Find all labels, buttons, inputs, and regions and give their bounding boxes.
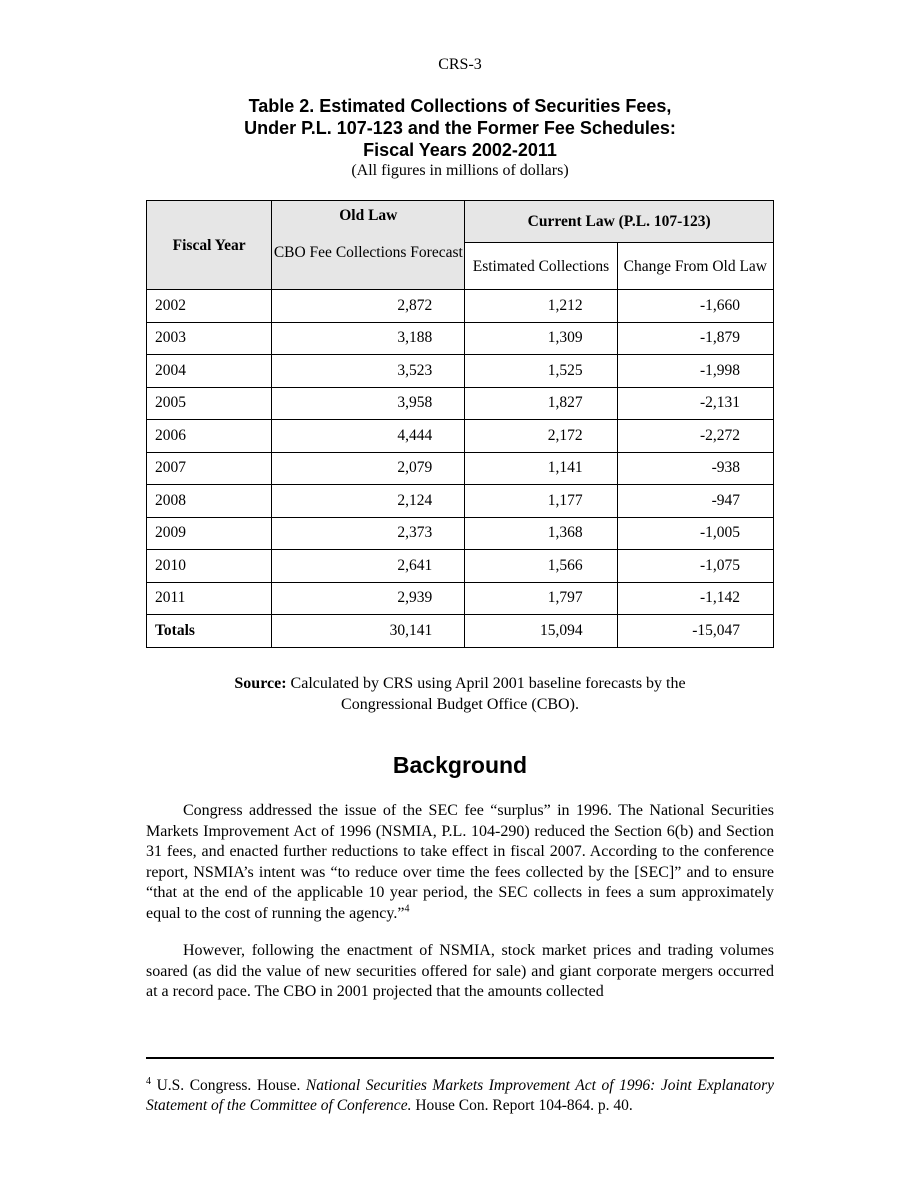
table-title-line-1: Table 2. Estimated Collections of Securities Fees, [248, 96, 672, 116]
cell-change: -1,879 [617, 322, 773, 355]
table-row [147, 420, 774, 453]
cell-year: 2002 [147, 290, 272, 323]
cell-old-law: 3,958 [272, 387, 465, 420]
header-estimated-collections: Estimated Collections [465, 243, 617, 290]
footnote-divider [146, 1057, 774, 1059]
cell-change: -938 [617, 452, 773, 485]
cell-year: 2006 [147, 420, 272, 453]
cell-total-old-law: 30,141 [272, 615, 465, 648]
cell-estimated: 1,212 [465, 290, 617, 323]
cell-estimated: 1,797 [465, 582, 617, 615]
cell-change: -1,142 [617, 582, 773, 615]
cell-old-law: 4,444 [272, 420, 465, 453]
body-paragraph-2: However, following the enactment of NSMIA, stock market prices and trading volumes soared (as did the value of new securities offered for sale) and giant corporate mergers occurred at a record pace. The CBO in 2001 projected that the amounts collected [146, 942, 774, 1000]
cell-change: -1,075 [617, 550, 773, 583]
table-subtitle: (All figures in millions of dollars) [351, 162, 569, 179]
table-title-line-3: Fiscal Years 2002-2011 [363, 140, 557, 160]
table-source-note [0, 673, 920, 715]
cell-change: -1,998 [617, 355, 773, 388]
table-title [0, 95, 920, 161]
table-title-line-2: Under P.L. 107-123 and the Former Fee Schedules: [244, 118, 676, 138]
cell-year: 2008 [147, 485, 272, 518]
cell-year: 2009 [147, 517, 272, 550]
cell-totals-label: Totals [147, 615, 272, 648]
header-cbo-forecast: CBO Fee Collections Forecast [273, 244, 463, 261]
table-row [147, 582, 774, 615]
cell-old-law: 2,641 [272, 550, 465, 583]
cell-old-law: 3,523 [272, 355, 465, 388]
footnote-marker: 4 [146, 1075, 151, 1087]
footnote-lead: U.S. Congress. House. [156, 1077, 301, 1094]
footnote-reference[interactable]: 4 [404, 903, 410, 915]
section-heading: Background [392, 752, 528, 778]
cell-change: -947 [617, 485, 773, 518]
footnote-title: National Securities Markets Improvement Act of 1996: Joint Explanatory Statement of the Committee of Conference. [146, 1077, 775, 1114]
cell-estimated: 1,177 [465, 485, 617, 518]
cell-year: 2003 [147, 322, 272, 355]
cell-old-law: 2,124 [272, 485, 465, 518]
cell-old-law: 3,188 [272, 322, 465, 355]
paragraph-1-text: Congress addressed the issue of the SEC fee “surplus” in 1996. The National Securities Markets Improvement Act of 1996 (NSMIA, P.L. 104-290) reduced the Section 6(b) and Section 31 fees, and enacted further reductions to take effect in fiscal 2007. According to the conference report, NSMIA’s intent was “to reduce over time the fees collected by the [SEC]” and to ensure “that at the end of the applicable 10 year period, the SEC collects in fees a sum approximately equal to the cost of running the agency.” [146, 802, 774, 922]
cell-total-change: -15,047 [617, 615, 773, 648]
source-line-1: Calculated by CRS using April 2001 baseline forecasts by the [290, 675, 686, 692]
header-current-law: Current Law (P.L. 107-123) [465, 201, 774, 243]
cell-estimated: 1,309 [465, 322, 617, 355]
cell-total-estimated: 15,094 [465, 615, 617, 648]
cell-old-law: 2,079 [272, 452, 465, 485]
cell-year: 2011 [147, 582, 272, 615]
cell-change: -2,272 [617, 420, 773, 453]
cell-estimated: 1,368 [465, 517, 617, 550]
cell-change: -2,131 [617, 387, 773, 420]
cell-old-law: 2,939 [272, 582, 465, 615]
table-row [147, 485, 774, 518]
table-row [147, 517, 774, 550]
header-old-law [272, 201, 465, 290]
footnote [146, 1076, 774, 1116]
cell-estimated: 1,827 [465, 387, 617, 420]
cell-change: -1,660 [617, 290, 773, 323]
table-row [147, 387, 774, 420]
table-row [147, 355, 774, 388]
source-line-2: Congressional Budget Office (CBO). [341, 696, 579, 713]
source-label: Source: [234, 675, 287, 692]
cell-estimated: 1,525 [465, 355, 617, 388]
cell-estimated: 1,566 [465, 550, 617, 583]
footnote-tail: House Con. Report 104-864. p. 40. [415, 1097, 633, 1114]
cell-year: 2007 [147, 452, 272, 485]
cell-old-law: 2,373 [272, 517, 465, 550]
page-number: CRS-3 [438, 56, 482, 73]
cell-year: 2010 [147, 550, 272, 583]
header-old-law-title: Old Law [339, 207, 398, 224]
body-paragraph-1 [146, 801, 774, 924]
table-row [147, 550, 774, 583]
cell-estimated: 2,172 [465, 420, 617, 453]
table-row [147, 322, 774, 355]
totals-row [147, 615, 774, 648]
table-row [147, 452, 774, 485]
header-change-from-old-law: Change From Old Law [617, 243, 773, 290]
header-fiscal-year: Fiscal Year [147, 201, 272, 290]
fee-collections-table [146, 200, 774, 648]
table-row [147, 290, 774, 323]
cell-year: 2004 [147, 355, 272, 388]
cell-estimated: 1,141 [465, 452, 617, 485]
cell-year: 2005 [147, 387, 272, 420]
cell-change: -1,005 [617, 517, 773, 550]
cell-old-law: 2,872 [272, 290, 465, 323]
